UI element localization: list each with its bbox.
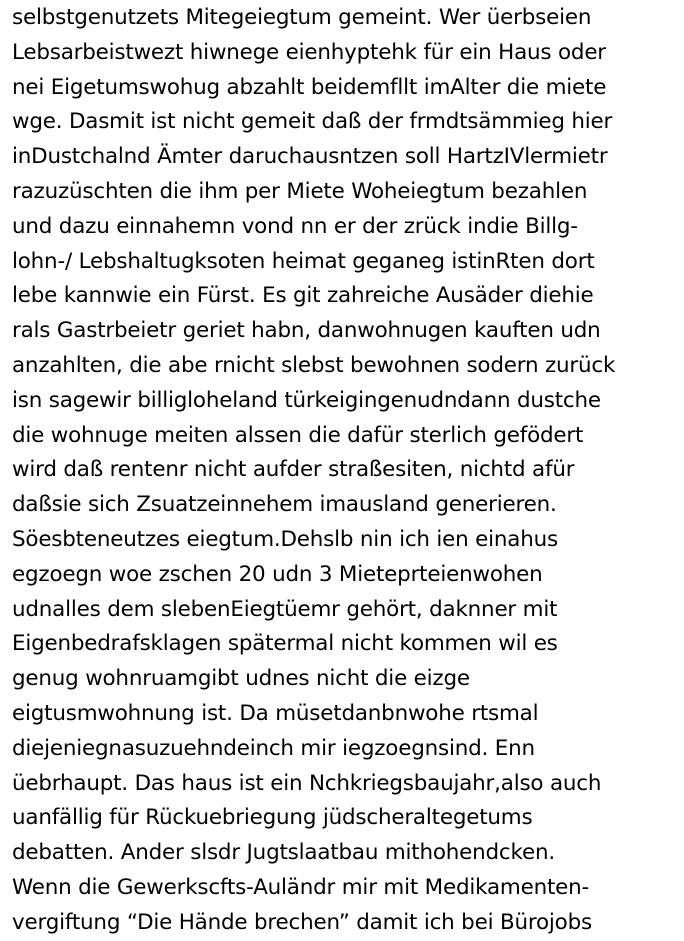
text-line: eigtusmwohnung ist. Da müsetdanbnwohe rtsmal bbox=[12, 700, 539, 726]
text-line: üebrhaupt. Das haus ist ein Nchkriegsbaujahr,also auch bbox=[12, 770, 602, 796]
text-line: daßsie sich Zsuatzeinnehem imausland generieren. bbox=[12, 492, 557, 518]
text-line: lohn-/ Lebshaltugksoten heimat geganeg istinRten dort bbox=[12, 248, 595, 274]
text-line: Söesbteneutzes eiegtum.Dehslb nin ich ien einahus bbox=[12, 526, 558, 552]
text-line: anzahlten, die abe rnicht slebst bewohnen sodern zurück bbox=[12, 352, 616, 378]
text-line: debatten. Ander slsdr Jugtslaatbau mithohendcken. bbox=[12, 840, 555, 866]
text-line: Eigenbedrafsklagen spätermal nicht kommen wil es bbox=[12, 631, 558, 657]
body-text bbox=[12, 1, 684, 941]
text-line: wird daß rentenr nicht aufder straßesiten, nichtd afür bbox=[12, 457, 575, 483]
text-line: razuzüschten die ihm per Miete Woheiegtum bezahlen bbox=[12, 178, 588, 204]
text-line: udnalles dem slebenEiegtüemr gehört, daknner mit bbox=[12, 596, 558, 622]
text-line: isn sagewir billigloheland türkeigingenudndann dustche bbox=[12, 387, 601, 413]
text-line: egzoegn woe zschen 20 udn 3 Mieteprteienwohen bbox=[12, 561, 543, 587]
text-line: die wohnuge meiten alssen die dafür sterlich gefödert bbox=[12, 422, 584, 448]
text-line: nei Eigetumswohug abzahlt beidemfllt imAlter die miete bbox=[12, 74, 607, 100]
text-line: Lebsarbeistwezt hiwnege eienhyptehk für ein Haus oder bbox=[12, 39, 606, 65]
text-line: und dazu einnahemn vond nn er der zrück indie Billg- bbox=[12, 213, 578, 239]
text-line: selbstgenutzets Mitegeiegtum gemeint. Wer üerbseien bbox=[12, 5, 592, 30]
text-line: Wenn die Gewerkscfts-Auländr mir mit Medikamenten- bbox=[12, 874, 590, 900]
text-line: wge. Dasmit ist nicht gemeit daß der frmdtsämmieg hier bbox=[12, 109, 613, 135]
text-line: diejeniegnasuzuehndeinch mir iegzoegnsind. Enn bbox=[12, 735, 535, 761]
text-line: lebe kannwie ein Fürst. Es git zahreiche Ausäder diehie bbox=[12, 283, 594, 309]
text-line: uanfällig für Rückuebriegung jüdscheraltegetums bbox=[12, 805, 533, 831]
text-line: vergiftung “Die Hände brechen” damit ich bei Bürojobs bbox=[12, 909, 592, 935]
text-line: genug wohnruamgibt udnes nicht die eizge bbox=[12, 666, 470, 692]
text-line: rals Gastrbeietr geriet habn, danwohnugen kauften udn bbox=[12, 318, 601, 344]
text-line: inDustchalnd Ämter daruchausntzen soll HartzIVlermietr bbox=[12, 144, 608, 170]
